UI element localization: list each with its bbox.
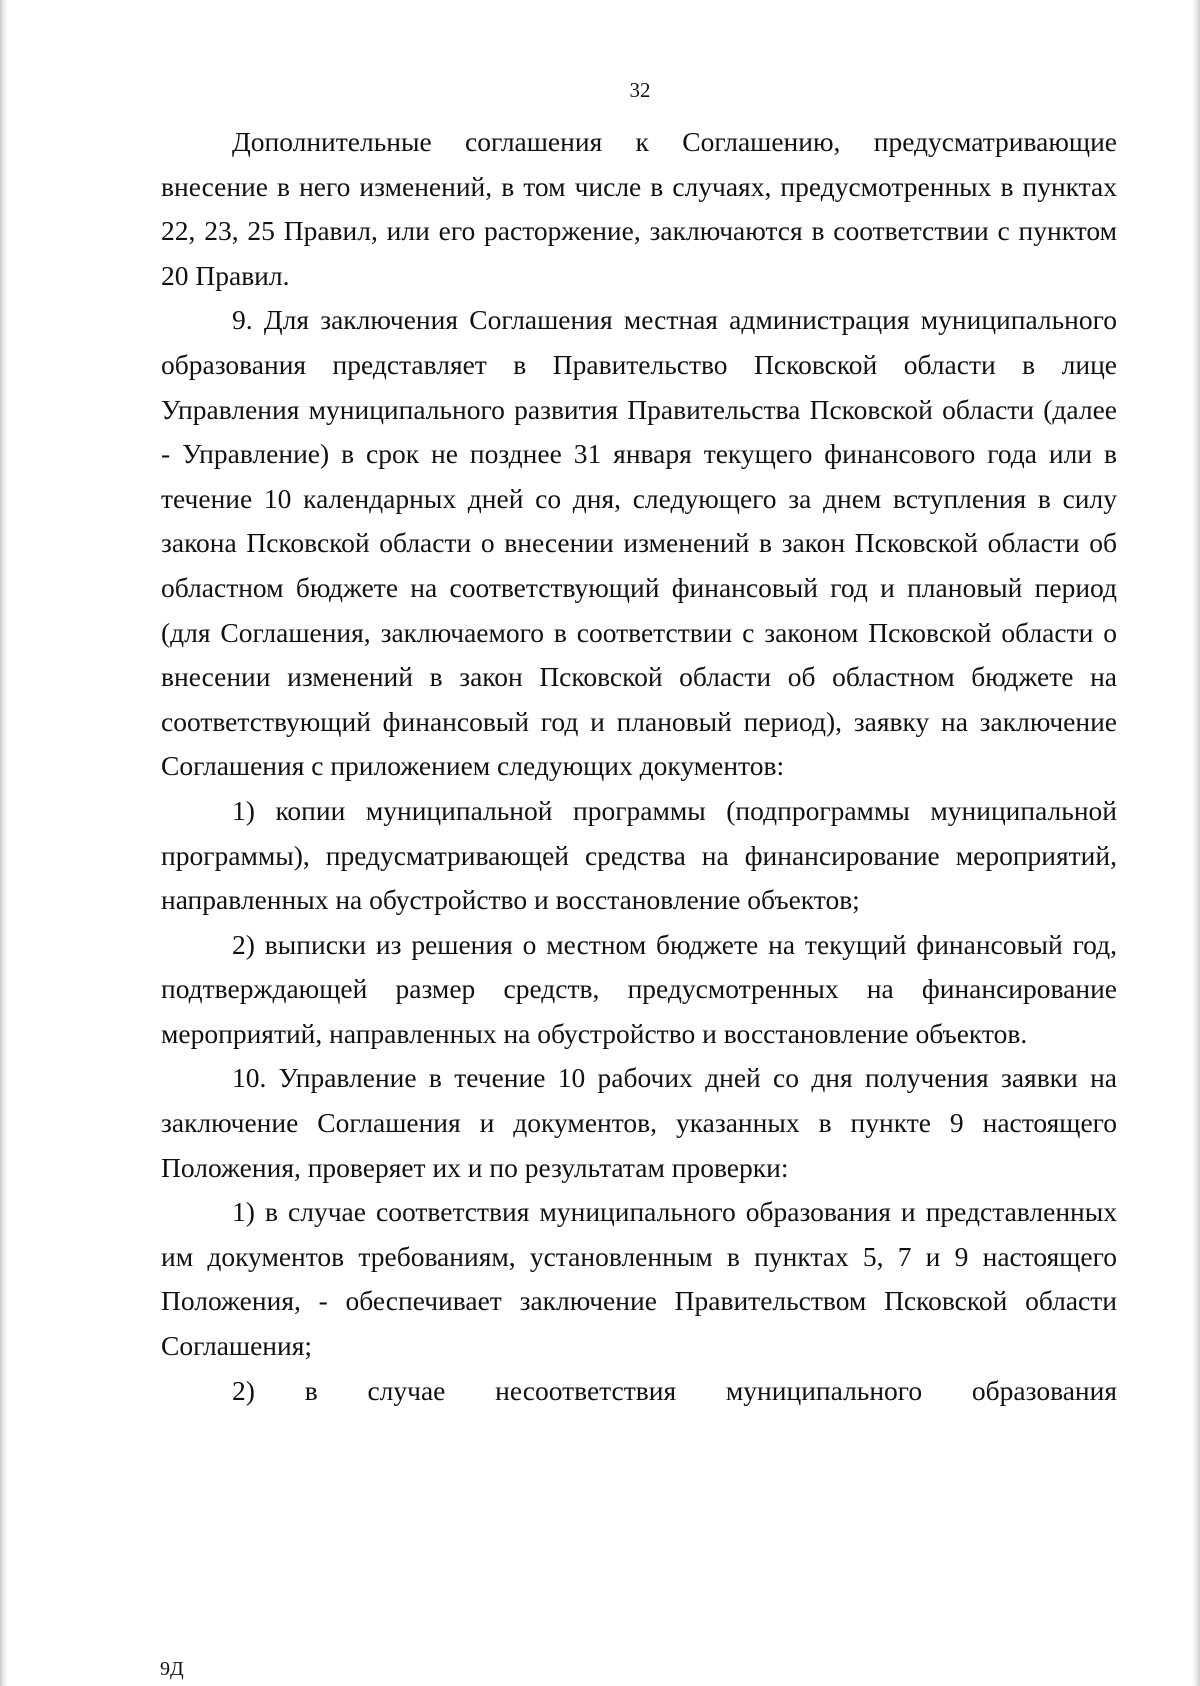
- footer-code: 9Д: [160, 1658, 184, 1680]
- page-number: 32: [629, 78, 651, 102]
- paragraph-additional-agreements: Дополнительные соглашения к Соглашению, предусматривающие внесение в него изменений, в том числе в случаях, предусмотренных в пунктах 22, 23, 25 Правил, или его расторжение, заключаются в соответствии с пунктом 20 Правил.: [161, 126, 1117, 291]
- paragraph-item-10-sub-2: 2) в случае несоответствия муниципального образования: [232, 1374, 1117, 1406]
- paragraph-item-9-sub-2: 2) выписки из решения о местном бюджете на текущий финансовый год, подтверждающей размер средств, предусмотренных на финансирование мероприятий, направленных на обустройство и восстановление объектов.: [161, 928, 1117, 1049]
- paragraph-item-9-sub-1: 1) копии муниципальной программы (подпрограммы муниципальной программы), предусматривающей средства на финансирование мероприятий, направленных на обустройство и восстановление объектов;: [161, 794, 1117, 916]
- paragraph-item-9: 9. Для заключения Соглашения местная администрация муниципального образования представляет в Правительство Псковской области в лице Управления муниципального развития Правительства Псковской области (далее - Управление) в срок не позднее 31 января текущего финансового года или в течение 10 календарных дней со дня, следующего за днем вступления в силу закона Псковской области о внесении изменений в закон Псковской области об областном бюджете на соответствующий финансовый год и плановый период (для Соглашения, заключаемого в соответствии с законом Псковской области о внесении изменений в закон Псковской области об областном бюджете на соответствующий финансовый год и плановый период), заявку на заключение Соглашения с приложением следующих документов:: [161, 304, 1117, 782]
- paragraph-item-10-sub-1: 1) в случае соответствия муниципального образования и представленных им документов требованиям, установленным в пунктах 5, 7 и 9 настоящего Положения, - обеспечивает заключение Правительством Псковской области Соглашения;: [161, 1196, 1117, 1362]
- scan-edge-left: [0, 0, 8, 1686]
- document-body: [161, 120, 1117, 1413]
- scan-edge-right: [1192, 0, 1200, 1686]
- paragraph-item-10: 10. Управление в течение 10 рабочих дней со дня получения заявки на заключение Соглашения и документов, указанных в пункте 9 настоящего Положения, проверяет их и по результатам проверки:: [161, 1062, 1117, 1183]
